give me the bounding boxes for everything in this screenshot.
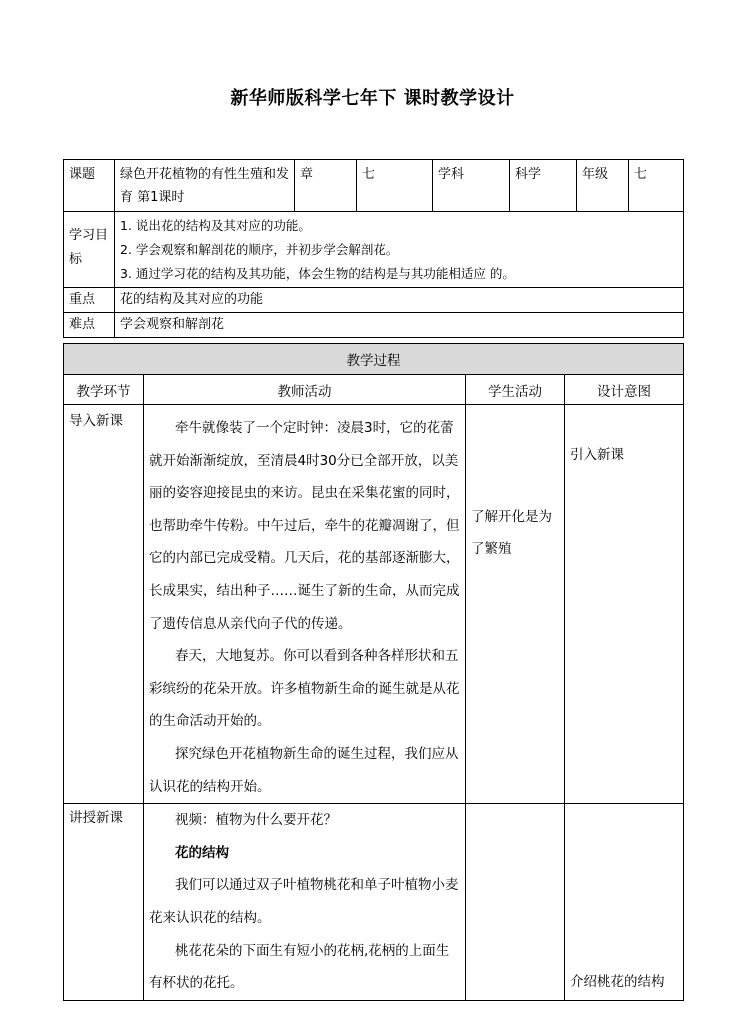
- column-header: 设计意图: [565, 375, 684, 405]
- paragraph: 牵牛就像装了一个定时钟：凌晨3时，它的花蕾就开始渐渐绽放，至清晨4时30分已全部开放，以美丽的姿容迎接昆虫的来访。昆虫在采集花蜜的同时，也帮助牵牛传粉。中午过后，牵牛的花瓣凋谢了，但它的内部已完成受精。几天后，花的基部逐渐膨大，长成果实，结出种子……诞生了新的生命，从而完成了遗传信息从亲代向子代的传递。: [149, 420, 460, 632]
- paragraph: 探究绿色开花植物新生命的诞生过程，我们应从认识花的结构开始。: [149, 745, 459, 795]
- stage-cell: 导入新课: [64, 405, 144, 804]
- process-table: [63, 343, 684, 1001]
- process-row: [64, 804, 684, 1001]
- teacher-activity: [144, 804, 466, 1001]
- topic-label: 课题: [64, 160, 115, 212]
- paragraph: 视频：植物为什么要开花？: [175, 812, 337, 829]
- student-activity: [466, 804, 565, 1001]
- key-row: [64, 288, 684, 313]
- process-header-row: [64, 375, 684, 405]
- difficulty-row: [64, 313, 684, 338]
- paragraph: 春天，大地复苏。你可以看到各种各样形状和五彩缤纷的花朵开放。许多植物新生命的诞生就是从花的生命活动开始的。: [149, 648, 460, 730]
- process-row: [64, 405, 684, 804]
- document-title: 新华师版科学七年下 课时教学设计: [230, 88, 515, 109]
- key-label: 重点: [64, 288, 115, 313]
- paragraph: 桃花花朵的下面生有短小的花柄,花柄的上面生有杯状的花托。: [149, 942, 450, 992]
- process-heading: 教学过程: [64, 344, 684, 375]
- teacher-activity: [144, 405, 466, 804]
- subject-label: 学科: [433, 160, 510, 212]
- chapter-label: 章: [295, 160, 357, 212]
- goals-label: 学习目标: [64, 212, 115, 288]
- paragraph: 我们可以通过双子叶植物桃花和单子叶植物小麦花来认识花的结构。: [149, 877, 459, 926]
- column-header: 学生活动: [466, 375, 565, 405]
- difficulty-label: 难点: [64, 313, 115, 338]
- column-header: 教师活动: [144, 375, 466, 405]
- goal-item: 1. 说出花的结构及其对应的功能。: [120, 218, 311, 233]
- grade-value: 七: [629, 160, 684, 212]
- goals-list: [115, 212, 684, 288]
- chapter-value: 七: [357, 160, 433, 212]
- column-header: 教学环节: [64, 375, 144, 405]
- goal-item: 2. 学会观察和解剖花的顺序，并初步学会解剖花。: [120, 242, 399, 257]
- design-intent: 引入新课: [565, 405, 684, 804]
- difficulty-value: 学会观察和解剖花: [115, 313, 684, 338]
- section-heading: 花的结构: [175, 844, 229, 861]
- design-intent: 介绍桃花的结构: [565, 804, 684, 1001]
- stage-cell: 讲授新课: [64, 804, 144, 1001]
- student-activity: 了解开化是为了繁殖: [466, 405, 565, 804]
- topic-row: [64, 160, 684, 212]
- goals-row: [64, 212, 684, 288]
- topic-value: 绿色开花植物的有性生殖和发育 第1课时: [115, 160, 295, 212]
- key-value: 花的结构及其对应的功能: [115, 288, 684, 313]
- lesson-info-table: [63, 159, 684, 338]
- goal-item: 3. 通过学习花的结构及其功能，体会生物的结构是与其功能相适应 的。: [120, 266, 515, 281]
- grade-label: 年级: [577, 160, 629, 212]
- subject-value: 科学: [510, 160, 577, 212]
- process-heading-row: [64, 344, 684, 375]
